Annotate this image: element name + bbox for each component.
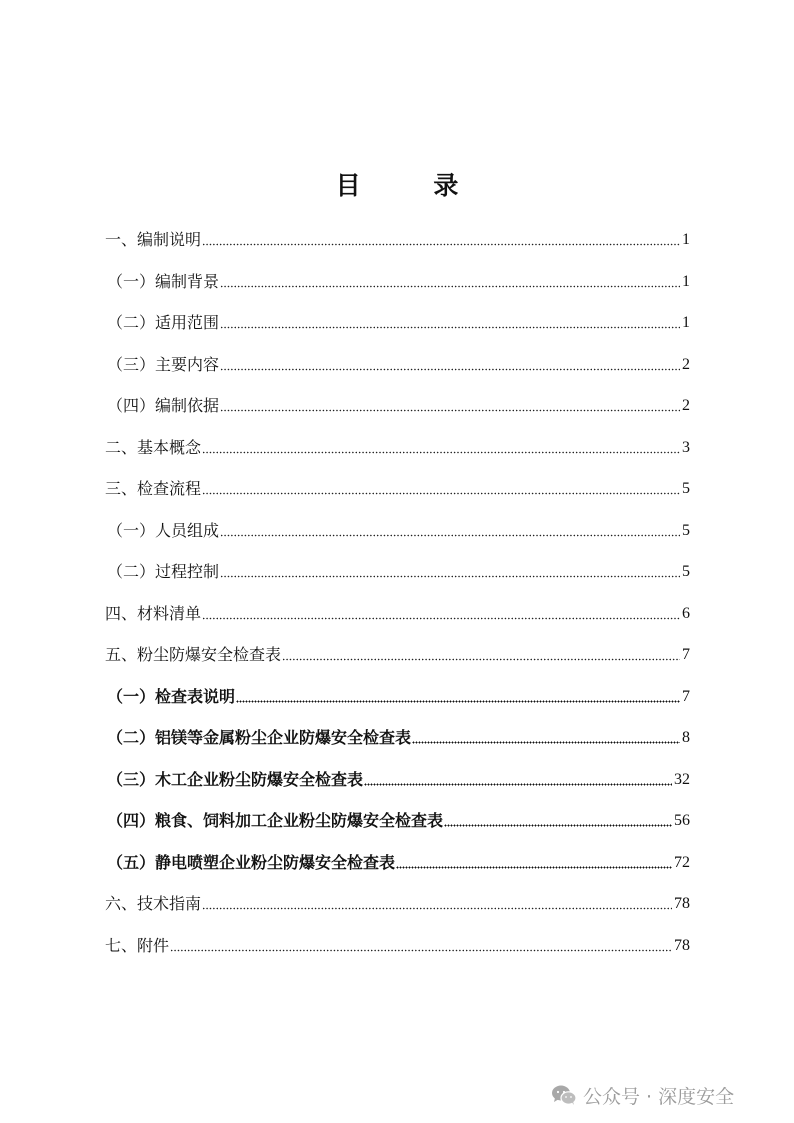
toc-entry[interactable] (107, 390, 690, 416)
toc-leader-dots (396, 866, 672, 869)
toc-entry-label: （三）木工企业粉尘防爆安全检查表 (107, 769, 364, 789)
toc-page-number: 1 (682, 231, 690, 248)
toc-entry[interactable] (107, 805, 690, 831)
toc-leader-dots (412, 741, 680, 744)
toc-entry-label: （一）编制背景 (107, 271, 220, 291)
toc-entry[interactable] (105, 473, 690, 499)
toc-entry-label: 二、基本概念 (105, 437, 202, 457)
toc-entry[interactable] (107, 515, 690, 541)
toc-entry[interactable] (107, 681, 690, 707)
toc-page-number: 1 (682, 272, 690, 290)
toc-entry-label: （一）人员组成 (107, 520, 220, 540)
toc-page-number: 7 (682, 646, 690, 663)
wechat-icon (551, 1084, 577, 1106)
toc-leader-dots (220, 285, 680, 288)
toc-leader-dots (236, 700, 680, 703)
toc-leader-dots (220, 575, 680, 578)
watermark (551, 1082, 734, 1108)
page-title: 目 录 (335, 171, 491, 200)
toc-entry[interactable] (107, 764, 690, 790)
toc-leader-dots (220, 368, 680, 371)
toc-entry[interactable] (105, 888, 690, 914)
toc-entry[interactable] (107, 847, 690, 873)
toc-entry-label: 六、技术指南 (105, 894, 202, 913)
toc-entry[interactable] (105, 930, 690, 956)
toc-entry[interactable] (107, 556, 690, 582)
toc-entry-label: （二）适用范围 (107, 313, 220, 332)
toc-leader-dots (364, 783, 672, 786)
toc-leader-dots (220, 409, 680, 412)
toc-leader-dots (282, 658, 680, 661)
toc-entry-label: 一、编制说明 (105, 230, 202, 249)
toc-page-number: 5 (682, 521, 690, 539)
toc-leader-dots (220, 534, 680, 537)
toc-entry[interactable] (105, 224, 690, 250)
toc-page-number: 6 (682, 604, 690, 622)
toc-entry-label: （二）过程控制 (107, 562, 220, 581)
toc-page-number: 56 (674, 812, 690, 829)
toc-entry[interactable] (107, 722, 690, 748)
toc-leader-dots (202, 907, 672, 910)
toc-entry[interactable] (107, 266, 690, 292)
toc-page-number: 7 (682, 687, 690, 705)
toc-page-number: 2 (682, 397, 690, 414)
toc-page-number: 2 (682, 355, 690, 373)
toc-entry-label: 三、检查流程 (105, 479, 202, 498)
toc-page-number: 3 (682, 438, 690, 456)
toc-entry-label: （五）静电喷塑企业粉尘防爆安全检查表 (107, 852, 396, 872)
toc-page-number: 32 (674, 770, 690, 788)
toc-entry-label: （二）铝镁等金属粉尘企业防爆安全检查表 (107, 728, 412, 747)
toc-entry-label: 四、材料清单 (105, 603, 202, 623)
toc-leader-dots (202, 617, 680, 620)
toc-entry[interactable] (105, 639, 690, 665)
toc-entry-label: （一）检查表说明 (107, 686, 236, 706)
toc-page-number: 5 (682, 480, 690, 497)
toc-page-number: 78 (674, 936, 690, 954)
toc-leader-dots (202, 243, 680, 246)
watermark-text: 公众号 · 深度安全 (583, 1085, 735, 1108)
toc-page-number: 5 (682, 563, 690, 580)
toc-leader-dots (202, 492, 680, 495)
toc-entry[interactable] (107, 349, 690, 375)
toc-entry-label: （四）编制依据 (107, 396, 220, 415)
toc-entry[interactable] (107, 307, 690, 333)
toc-entry[interactable] (105, 432, 690, 458)
toc-entry-label: 七、附件 (105, 935, 170, 955)
toc-leader-dots (202, 451, 680, 454)
toc-page-number: 1 (682, 314, 690, 331)
toc-page-number: 78 (674, 895, 690, 912)
toc-page-number: 72 (674, 853, 690, 871)
toc-entry-label: （四）粮食、饲料加工企业粉尘防爆安全检查表 (107, 811, 444, 830)
toc-leader-dots (444, 824, 672, 827)
toc-page-number: 8 (682, 729, 690, 746)
toc-entry-label: （三）主要内容 (107, 354, 220, 374)
toc-entry-label: 五、粉尘防爆安全检查表 (105, 645, 282, 664)
toc-leader-dots (220, 326, 680, 329)
toc-entry[interactable] (105, 598, 690, 624)
toc-leader-dots (170, 949, 672, 952)
